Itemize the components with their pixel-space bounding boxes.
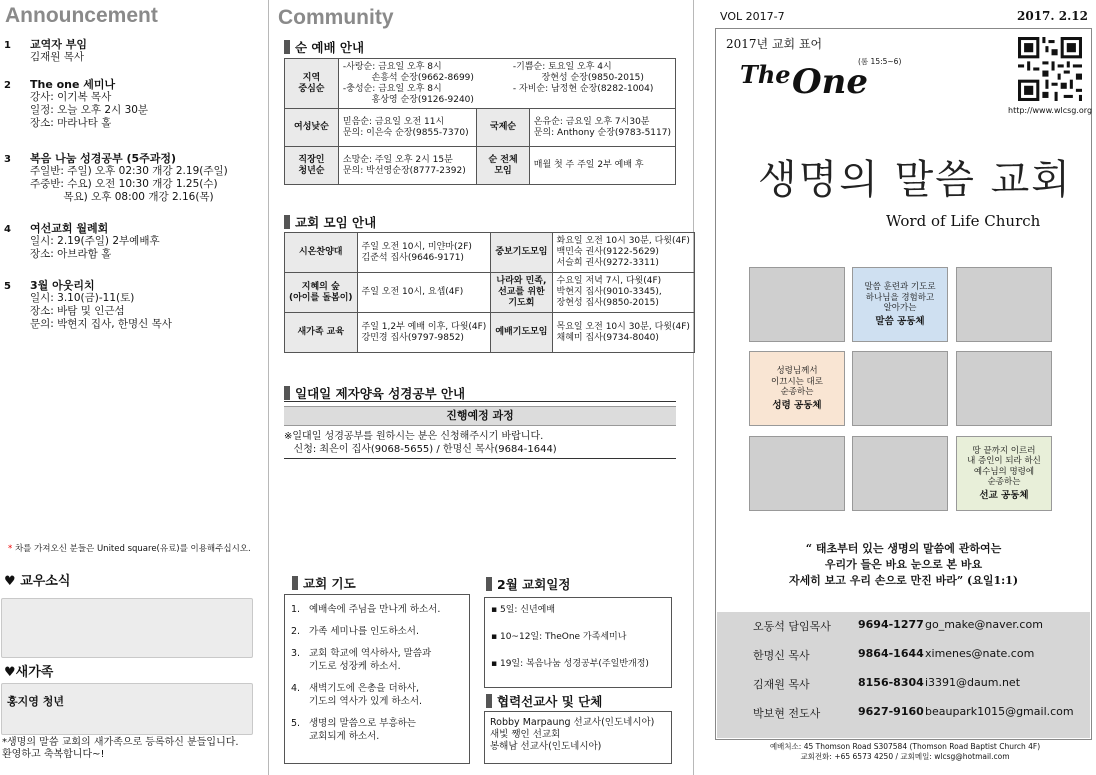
missionary-item: Robby Marpaung 선교사(인도네시아) [490, 717, 655, 728]
item-number: 1 [4, 40, 11, 51]
contact-role: 박보현 전도사 [753, 707, 821, 720]
address-line: 예배처소: 45 Thomson Road S307584 (Thomson Road Baptist Church 4F) [769, 742, 1041, 751]
item-line: 목요) 오후 08:00 개강 2.16(목) [30, 191, 214, 203]
contact-role: 한명신 목사 [753, 649, 810, 662]
item-number: 3 [4, 154, 11, 165]
row-content: 화요일 오전 10시 30분, 다윗(4F) 백민숙 권사(9122-5629) 서슬희 권사(9272-3311) [552, 233, 694, 273]
table-row [285, 273, 695, 313]
spirit-community-tile: 성령님께서 이끄시는 대로 순종하는 성령 공동체 [749, 351, 845, 426]
row-label: 시온찬양대 [285, 233, 358, 273]
item-line: 주중반: 수요) 오전 10:30 개강 1.25(수) [30, 178, 218, 190]
item-number: 5 [4, 281, 11, 292]
prayer-item: 5. 생명의 말씀으로 부흥하는 교회되게 하소서. [291, 718, 416, 742]
row-content: 온유순: 금요일 오후 7시30분 문의: Anthony 순장(9783-5117) [529, 109, 675, 147]
photo-choir [852, 351, 948, 426]
newcomers-heading: ♥새가족 [4, 665, 54, 680]
contact-role: 김재원 목사 [753, 678, 810, 691]
prayer-box [284, 594, 470, 764]
contact-phone: 9694-1277 [858, 618, 924, 631]
row-label: 직장인 청년순 [285, 147, 339, 185]
contact-phone: 9627-9160 [858, 705, 924, 718]
mission-box [484, 711, 672, 764]
contact-email[interactable]: i3391@daum.net [925, 676, 1021, 689]
item-line: 일시: 2.19(주일) 2부예배후 [30, 235, 160, 247]
parking-note: * 차를 가져오신 분들은 United square(유료)를 이용해주십시오. [8, 544, 251, 554]
item-line: 김재원 목사 [30, 51, 85, 63]
item-line: 강사: 이기복 목사 [30, 91, 112, 103]
contact-email[interactable]: ximenes@nate.com [925, 647, 1035, 660]
item-title: 복음 나눔 성경공부 (5주과정) [30, 152, 177, 165]
discipleship-notes: ※일대일 성경공부를 원하시는 분은 신청해주시기 바랍니다. 신청: 최은이 집사(9068-5655) / 한명신 목사(9684-1644) [284, 431, 557, 455]
bullet-icon: ▪ [491, 632, 500, 642]
qr-code-icon [1018, 37, 1082, 101]
announcement-item [0, 222, 262, 261]
discipleship-section-heading: 일대일 제자양육 성경공부 안내 [284, 384, 465, 402]
church-name-english: Word of Life Church [886, 212, 1041, 230]
item-line: 장소: 바탐 및 인근섬 [30, 305, 125, 317]
row-content: 주일 오전 10시, 요셉(4F) [357, 273, 491, 313]
announcement-item [0, 38, 262, 64]
bullet-icon: ▪ [491, 659, 500, 669]
news-box [1, 598, 253, 658]
row-label: 지역 중심순 [285, 59, 339, 109]
heart-icon: ♥ [4, 665, 16, 680]
logo-reference: (롬 15:5~6) [858, 57, 902, 66]
item-line: 문의: 박현지 집사, 한명신 목사 [30, 318, 172, 330]
row-label: 새가족 교육 [285, 313, 358, 353]
row-content: 주일 오전 10시, 미얀마(2F) 김준석 집사(9646-9171) [357, 233, 491, 273]
row-content: 목요일 오전 10시 30분, 다윗(4F) 채혜미 집사(9734-8040) [552, 313, 694, 353]
photo-gathering [956, 267, 1052, 342]
meeting-table [284, 232, 695, 353]
issue-date: 2017. 2.12 [1017, 9, 1088, 23]
schedule-item: ▪ 19일: 복음나눔 성경공부(주일반개정) [491, 659, 649, 669]
row-label: 중보기도모임 [491, 233, 552, 273]
column-divider-1 [268, 0, 269, 775]
row-content: 수요일 저녁 7시, 다윗(4F) 박현지 집사(9010-3345), 장현성 집사(9850-2015) [552, 273, 694, 313]
photo-band [956, 351, 1052, 426]
website-url: http://www.wlcsg.org [1008, 106, 1093, 115]
contacts-panel [717, 612, 1090, 738]
row-label: 나라와 민족, 선교를 위한 기도회 [491, 273, 552, 313]
church-name: 생명의 말씀 교회 [758, 157, 1072, 203]
word-community-tile: 말씀 훈련과 기도로 하나님을 경험하고 알아가는 말씀 공동체 [852, 267, 948, 342]
item-line: 주일반: 주일) 오후 02:30 개강 2.19(주일) [30, 165, 228, 177]
row-content: 주일 1,2부 예배 이후, 다윗(4F) 강민경 집사(9797-9852) [357, 313, 491, 353]
schedule-box [484, 597, 672, 688]
row-content: 믿음순: 금요일 오전 11시 문의: 이은숙 순장(9855-7370) [338, 109, 476, 147]
prayer-item: 4. 새벽기도에 은총을 더하사, 기도의 역사가 있게 하소서. [291, 683, 423, 707]
missionary-item: 봉해남 선교사(인도네시아) [490, 741, 602, 752]
row-content: 매월 첫 주 주일 2부 예배 후 [529, 147, 675, 185]
bullet-icon: ▪ [491, 605, 500, 615]
contact-email[interactable]: go_make@naver.com [925, 618, 1043, 631]
announcement-title: Announcement [5, 4, 158, 27]
table-row [285, 233, 695, 273]
newcomer-box [1, 683, 253, 735]
mission-community-tile: 땅 끝까지 이르러 내 증인이 되라 하신 예수님의 명령에 순종하는 선교 공동체 [956, 436, 1052, 511]
prayer-section-heading: 교회 기도 [292, 574, 356, 592]
cell-section-heading: 순 예배 안내 [284, 38, 364, 56]
prayer-item: 1. 예배속에 주님을 만나게 하소서. [291, 604, 441, 615]
item-number: 4 [4, 224, 11, 235]
item-title: 3월 아웃리치 [30, 279, 95, 292]
row-label: 예배기도모임 [491, 313, 552, 353]
logo-one: One [792, 62, 868, 102]
item-title: 교역자 부임 [30, 38, 87, 51]
item-number: 2 [4, 80, 11, 91]
newcomer-note: *생명의 말씀 교회의 새가족으로 등록하신 분들입니다. 환영하고 축복합니다~! [2, 737, 239, 760]
table-row [285, 109, 676, 147]
item-line: 일시: 3.10(금)-11(토) [30, 292, 135, 304]
table-row [285, 59, 676, 109]
row-label: 순 전체 모임 [477, 147, 529, 185]
cell-table [284, 58, 676, 185]
prayer-item: 3. 교회 학교에 역사하사, 말씀과 기도로 성장케 하소서. [291, 648, 432, 672]
contact-role: 오동석 담임목사 [753, 620, 831, 633]
meeting-section-heading: 교회 모임 안내 [284, 213, 376, 231]
contact-line: 교회전화: +65 6573 4250 / 교회메일: wlcsg@hotmail.com [800, 752, 1010, 761]
item-line: 장소: 아브라함 홀 [30, 248, 112, 260]
logo-the: The [740, 60, 791, 89]
item-line: 장소: 마라나타 홀 [30, 117, 112, 129]
newcomer-name: 홍지영 청년 [7, 695, 64, 708]
row-label: 지혜의 숲 (아이를 돌봄이) [285, 273, 358, 313]
contact-phone: 9864-1644 [858, 647, 924, 660]
column-divider-2 [693, 0, 694, 775]
contact-email[interactable]: beaupark1015@gmail.com [925, 705, 1074, 718]
bible-verse: “ 태초부터 있는 생명의 말씀에 관하여는 우리가 들은 바요 눈으로 본 바요 자세히 보고 우리 손으로 만진 바라” (요일1:1) [788, 542, 1019, 587]
row-content: 소망순: 주일 오후 2시 15분 문의: 박선영순장(8777-2392) [338, 147, 476, 185]
missionary-item: 새빛 쨍인 선교회 [490, 729, 561, 740]
schedule-section-heading: 2월 교회일정 [486, 575, 570, 593]
theme-title: 2017년 교회 표어 [726, 37, 823, 51]
item-line: 일정: 오늘 오후 2시 30분 [30, 104, 149, 116]
photo-group [749, 436, 845, 511]
asterisk-icon: * [8, 544, 15, 554]
row-label: 여성낮순 [285, 109, 339, 147]
photo-outreach [852, 436, 948, 511]
item-title: The one 세미나 [30, 78, 116, 91]
community-title: Community [278, 6, 394, 29]
announcement-list [0, 38, 262, 345]
row-label: 국제순 [477, 109, 529, 147]
schedule-item: ▪ 10~12일: TheOne 가족세미나 [491, 632, 627, 642]
announcement-item [0, 78, 262, 130]
discipleship-banner: 진행예정 과정 [284, 406, 676, 426]
table-row [285, 147, 676, 185]
prayer-item: 2. 가족 세미나를 인도하소서. [291, 626, 420, 637]
table-row [285, 313, 695, 353]
photo-worship [749, 267, 845, 342]
announcement-item [0, 152, 262, 204]
announcement-item [0, 279, 262, 331]
mission-section-heading: 협력선교사 및 단체 [486, 692, 602, 710]
item-title: 여선교회 월례회 [30, 222, 109, 235]
volume-label: VOL 2017-7 [720, 10, 785, 23]
news-heading: ♥ 교우소식 [4, 574, 71, 589]
schedule-item: ▪ 5일: 신년예배 [491, 605, 556, 615]
row-content: -사랑순: 금요일 오후 8시 손흥석 순장(9662-8699) -충성순: 금요일 오후 8시 홍상영 순장(9126-9240) -기쁨순: 토요일 오후 4시 장현성 순장(9850-2015) - 자비순: 남정현 순장(8282-1004) [338, 59, 675, 109]
heart-icon: ♥ [4, 574, 16, 589]
contact-phone: 8156-8304 [858, 676, 924, 689]
